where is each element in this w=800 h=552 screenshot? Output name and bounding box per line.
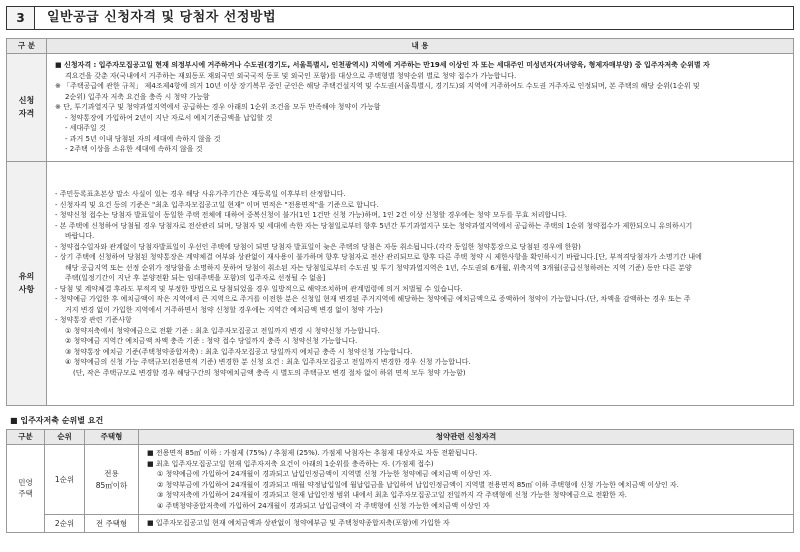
content-line: ※ 단, 투기과열지구 및 청약과열지역에서 공급하는 경우 아래의 1순위 조건을 모두 만족해야 청약이 가능함 (55, 103, 381, 112)
eligibility-table (6, 38, 794, 406)
rank-cell: 2순위 (45, 515, 85, 533)
rank-cell: 1순위 (45, 445, 85, 515)
content-line: - 본 주택에 신청하여 당첨될 경우 당첨자로 전산관리 되며, 당첨자 및 세대에 속한 자는 당첨일로부터 향후 5년간 투기과열지구 또는 청약과열지역에서 공급하는 주택의 1순위 청약접수가 제한되오니 유의하시기 (55, 221, 693, 230)
content-line: ④ 청약예금의 신청 가능 주택규모(전용면적 기준) 변경한 분 신청 요건 : 최초 입주자모집공고 전일까지 변경한 경우 신청 가능합니다. (65, 358, 471, 366)
row-label (7, 54, 47, 162)
col-header-housing-type: 주택형 (85, 430, 139, 445)
table-row (7, 162, 794, 406)
content-line: - 청약예금 가입한 후 예치금액이 작은 지역에서 큰 지역으로 주거를 이전한 분은 신청일 현재 변경된 주거지역에 해당하는 청약예금 예치금액으로 증액하여 청약이 가능합니다.(단, 차액을 감액하는 경우 또는 주 (55, 295, 691, 303)
group-label (7, 445, 45, 533)
content-line: ■ 전용면적 85㎡ 이하 : 가점제 (75%) / 추첨제 (25%). 가점제 낙첨자는 추첨제 대상자로 자동 전환됩니다. (147, 449, 478, 457)
section-header (6, 6, 794, 30)
housing-type-text: 전용 85㎡이하 (95, 469, 128, 490)
content-line: - 청약접수일자와 관계없이 당첨자발표일이 우선인 주택에 당첨이 되면 당첨자 발표일이 늦은 주택의 당첨은 자동 취소됩니다.(각각 동일한 청약통장으로 당첨된 경우에 한함) (55, 242, 581, 251)
section-number: 3 (7, 7, 35, 29)
content-line: 거지 변경 없이 가입한 지역에서 거주하면서 청약 신청할 경우에는 지역간 예치금액 변경 없이 청약 가능) (65, 305, 383, 314)
housing-type-cell (85, 445, 139, 515)
col-header-rank: 순위 (45, 430, 85, 445)
content-line: - 청약통장에 가입하여 2년이 지난 자로서 예치기준금액을 납입할 것 (65, 113, 273, 122)
content-line: - 주민등록표초본상 말소 사실이 있는 경우 해당 사유가주기간은 재등록일 이후부터 산정합니다. (55, 190, 346, 198)
qualification-cell (139, 445, 794, 515)
row-content (47, 162, 794, 406)
content-line: 바랍니다. (65, 232, 95, 240)
content-line: ① 청약예금에 가입하여 24개월이 경과되고 납입인정금액이 지역별 신청 가능한 청약예금 예치금액 이상인 자. (157, 470, 492, 478)
content-line: 격요건을 갖춘 자(국내에서 거주하는 재외동포 재외국민 외국국적 동포 및 외국인 포함)를 대상으로 주택형별 청약순위 별로 청약 접수가 가능합니다. (65, 71, 517, 80)
content-line: - 신청자격 및 요건 등의 기준은 "최초 입주자모집공고일 현재" 이며 면적은 "전용면적"을 기준으로 합니다. (55, 200, 379, 209)
content-line: - 2주택 이상을 소유한 세대에 속하지 않을 것 (65, 145, 203, 154)
table-row (7, 445, 794, 515)
content-line: 해당 공급지역 또는 선정 순위가 정당함을 소명하지 못하여 당첨이 취소된 자는 당첨일로부터 수도권 및 투기 청약과열지역은 1년, 수도권외 6개월, 위축지역 3개월(공급신청하려는 지역 기준) 동안 다른 분양 (65, 263, 692, 272)
row-content (47, 54, 794, 162)
row-label (7, 162, 47, 406)
group-label-text: 민영 주택 (18, 478, 33, 499)
content-line: - 청약통장 관련 기준사항 (55, 316, 132, 324)
content-line: ② 청약예금 지역간 예치금액 차액 충족 기준 : 청약 접수 당일까지 충족 시 청약신청 가능합니다. (65, 337, 358, 345)
content-line: ■ 최초 입주자모집공고일 현재 입주자저축 요건이 아래의 1순위를 충족하는 자. (가점제 접수) (147, 459, 434, 468)
content-line: - 세대주일 것 (65, 124, 106, 133)
housing-type-text: 전 주택형 (95, 518, 128, 528)
content-line: - 청약신청 접수는 당첨자 발표일이 동일한 주택 전체에 대하여 중복신청이 불가(1인 1건만 신청 가능)하며, 1인 2건 이상 신청할 경우에는 청약 모두를 무효 처리합니다. (55, 211, 567, 219)
table-row (7, 54, 794, 162)
content-line: (단, 작은 주택규모로 변경할 경우 해당구간의 청약예치금액 충족 시 별도의 주택규모 변경 절차 없이 하위 면적 모두 청약 가능함) (73, 368, 466, 377)
content-line: - 과거 5년 이내 당첨된 자의 세대에 속하지 않을 것 (65, 134, 221, 143)
content-line: ③ 청약저축에 가입하여 24개월이 경과되고 현재 납입인정 범위 내에서 최초 입주자모집공고일 전일까지 각 주택형에 신청 가능한 청약예금으로 전환한 자. (157, 491, 627, 499)
content-line: 주택(일정기간이 지난 후 분양전환 되는 임대주택을 포함)의 입주자로 선정될 수 없음] (65, 274, 326, 282)
col-header-division: 구분 (7, 430, 45, 445)
col-header-category: 구 분 (7, 39, 47, 54)
col-header-qualification: 청약관련 신청자격 (139, 430, 794, 445)
qualification-cell (139, 515, 794, 533)
subsection-title: ■ 입주자저축 순위별 요건 (10, 416, 104, 425)
section-title: 일반공급 신청자격 및 당첨자 선정방법 (47, 10, 277, 26)
content-line: ① 청약저축에서 청약예금으로 전환 기준 : 최초 입주자모집공고 전일까지 변경 시 청약신청 가능합니다. (65, 326, 380, 335)
content-line: ② 청약부금에 가입하여 24개월이 경과되고 매월 약정납입일에 월납입금을 납입하여 납입인정금액이 지역별 전용면적 85㎡ 이하 주택형에 신청 가능한 예치금액 이상인 자. (157, 480, 679, 489)
col-header-content: 내 용 (47, 39, 794, 54)
row-label-text: 유의 사항 (18, 271, 35, 294)
row-label-text: 신청 자격 (18, 95, 35, 118)
content-line: - 상기 주택에 신청하여 당첨된 청약통장은 계약체결 여부와 상관없이 재사용이 불가하며 향후 당첨자로 전산 관리되므로 향후 다른 주택 청약 시 제한사항을 확인하시기 바랍니다.[단, 부적격당첨자가 소명기간 내에 (55, 253, 702, 261)
content-line: ■ 입주자모집공고일 현재 예치금액과 상관없이 청약예부금 및 주택청약종합저축(포함)에 가입한 자 (147, 519, 450, 527)
content-line: ④ 주택청약종합저축에 가입하여 24개월이 경과되고 납입금액이 각 주택형에 신청 가능한 예치금액 이상인 자 (157, 501, 490, 510)
content-line: ③ 청약통장 예치금 기준(주택청약종합저축) : 최초 입주자모집공고 당일까지 예치금 충족 시 청약신청 가능합니다. (65, 347, 413, 356)
table-row (7, 515, 794, 533)
content-line: ※ 「주택공급에 관한 규칙」 제4조제4항에 의거 10년 이상 장기복무 중인 군인은 해당 주택건설지역 및 수도권(서울특별시, 경기도)외 지역에 거주하여도 수도권 거주자로 인정되며, 본 주택의 해당 순위(1순위 및 (55, 82, 700, 91)
content-line: 2순위) 입주자 저축 요건을 충족 시 청약 가능함 (65, 92, 210, 101)
housing-type-cell (85, 515, 139, 533)
content-line: - 당첨 및 계약체결 후라도 부적격 및 부정한 방법으로 당첨되었을 경우 일방적으로 해약조치하며 관계법령에 의거 처벌될 수 있습니다. (55, 284, 463, 293)
rank-requirements-table (6, 429, 794, 533)
content-line: ■ 신청자격 : 입주자모집공고일 현재 의정부시에 거주하거나 수도권(경기도, 서울특별시, 인천광역시) 지역에 거주하는 만19세 이상인 자 또는 세대주인 미성년자(자녀양육, 형제자매부양) 중 입주자저축 순위별 자 (55, 61, 710, 70)
